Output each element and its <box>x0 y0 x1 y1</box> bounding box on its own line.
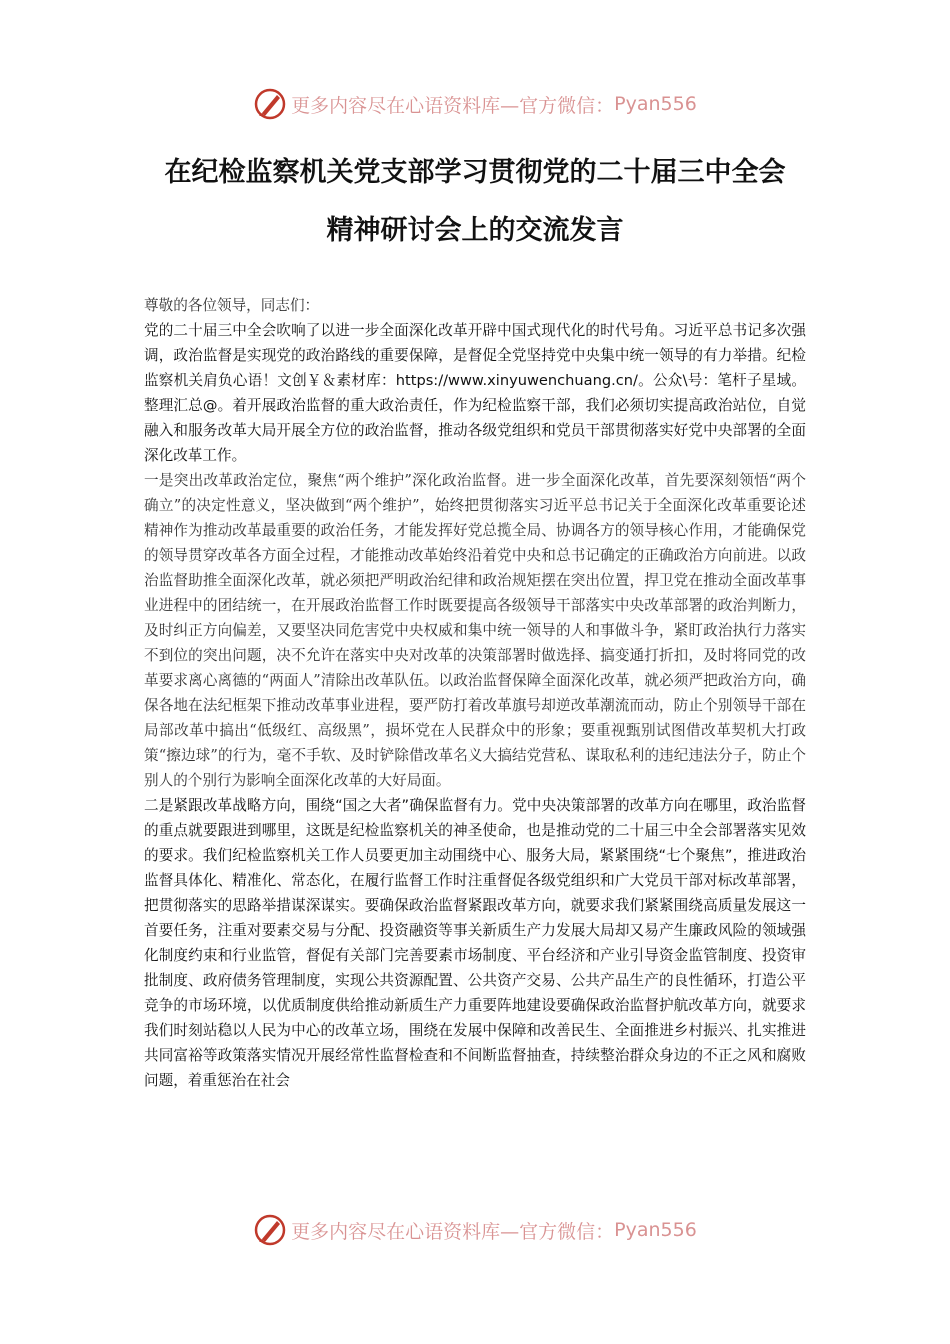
salutation: 尊敬的各位领导，同志们： <box>144 297 320 314</box>
document-title <box>100 144 850 260</box>
pen-logo-icon <box>253 1213 287 1247</box>
point-one-paragraph: 一是突出改革政治定位，聚焦“两个维护”深化政治监督。进一步全面深化改革，首先要深刻领悟“两个确立”的决定性意义，坚决做到“两个维护”，始终把贯彻落实习近平总书记关于全面深化改革重要论述精神作为推动改革最重要的政治任务，才能发挥好党总揽全局、协调各方的领导核心作用，才能确保党的领导贯穿改革各方面全过程，才能推动改革始终沿着党中央和总书记确定的正确政治方向前进。以政治监督助推全面深化改革，就必须把严明政治纪律和政治规矩摆在突出位置，捍卫党在推动全面改革事业进程中的团结统一，在开展政治监督工作时既要提高各级领导干部落实中央改革部署的政治判断力，及时纠正方向偏差，又要坚决同危害党中央权威和集中统一领导的人和事做斗争，紧盯政治执行力落实不到位的突出问题，决不允许在落实中央对改革的决策部署时做选择、搞变通打折扣，及时将同党的改革要求离心离德的“两面人”清除出改革队伍。以政治监督保障全面深化改革，就必须严把政治方向，确保各地在法纪框架下推动改革事业进程，要严防打着改革旗号却逆改革潮流而动，防止个别领导干部在局部改革中搞出“低级红、高级黑”，损坏党在人民群众中的形象；要重视甄别试图借改革契机大打政策“擦边球”的行为，毫不手软、及时铲除借改革名义大搞结党营私、谋取私利的违纪违法分子，防止个别人的个别行为影响全面深化改革的大好局面。 <box>144 472 806 789</box>
banner-text: 更多内容尽在心语资料库—官方微信： <box>291 1220 615 1243</box>
header-watermark-banner <box>0 84 950 124</box>
banner-wechat-id: Pyan556 <box>614 93 697 115</box>
title-line-2: 精神研讨会上的交流发言 <box>326 215 624 246</box>
banner-wechat-id: Pyan556 <box>614 1219 697 1241</box>
document-body <box>144 293 806 1093</box>
point-two-paragraph: 二是紧跟改革战略方向，围绕“国之大者”确保监督有力。党中央决策部署的改革方向在哪里，政治监督的重点就要跟进到哪里，这既是纪检监察机关的神圣使命，也是推动党的二十届三中全会部署落实见效的要求。我们纪检监察机关工作人员要更加主动围绕中心、服务大局，紧紧围绕“七个聚焦”，推进政治监督具体化、精准化、常态化，在履行监督工作时注重督促各级党组织和广大党员干部对标改革部署，把贯彻落实的思路举措谋深谋实。要确保政治监督紧跟改革方向，就要求我们紧紧围绕高质量发展这一首要任务，注重对要素交易与分配、投资融资等事关新质生产力发展大局却又易产生廉政风险的领域强化制度约束和行业监管，督促有关部门完善要素市场制度、平台经济和产业引导资金监管制度、投资审批制度、政府债务管理制度，实现公共资源配置、公共资产交易、公共产品生产的良性循环，打造公平竞争的市场环境，以优质制度供给推动新质生产力重要阵地建设要确保政治监督护航改革方向，就要求我们时刻站稳以人民为中心的改革立场，围绕在发展中保障和改善民生、全面推进乡村振兴、扎实推进共同富裕等政策落实情况开展经常性监督检查和不间断监督抽查，持续整治群众身边的不正之风和腐败问题，着重惩治在社会 <box>144 797 806 1089</box>
intro-paragraph: 党的二十届三中全会吹响了以进一步全面深化改革开辟中国式现代化的时代号角。习近平总书记多次强调，政治监督是实现党的政治路线的重要保障，是督促全党坚持党中央集中统一领导的有力举措。纪检监察机关肩负心语！文创￥＆素材库：https://www.xinyuwenchuang.cn/。公众\号：笔杆子星域。整理汇总@。着开展政治监督的重大政治责任，作为纪检监察干部，我们必须切实提高政治站位，自觉融入和服务改革大局开展全方位的政治监督，推动各级党组织和党员干部贯彻落实好党中央部署的全面深化改革工作。 <box>144 322 806 464</box>
title-line-1: 在纪检监察机关党支部学习贯彻党的二十届三中全会 <box>164 157 786 188</box>
banner-text: 更多内容尽在心语资料库—官方微信： <box>291 94 615 117</box>
footer-watermark-banner <box>0 1210 950 1250</box>
pen-logo-icon <box>253 87 287 121</box>
